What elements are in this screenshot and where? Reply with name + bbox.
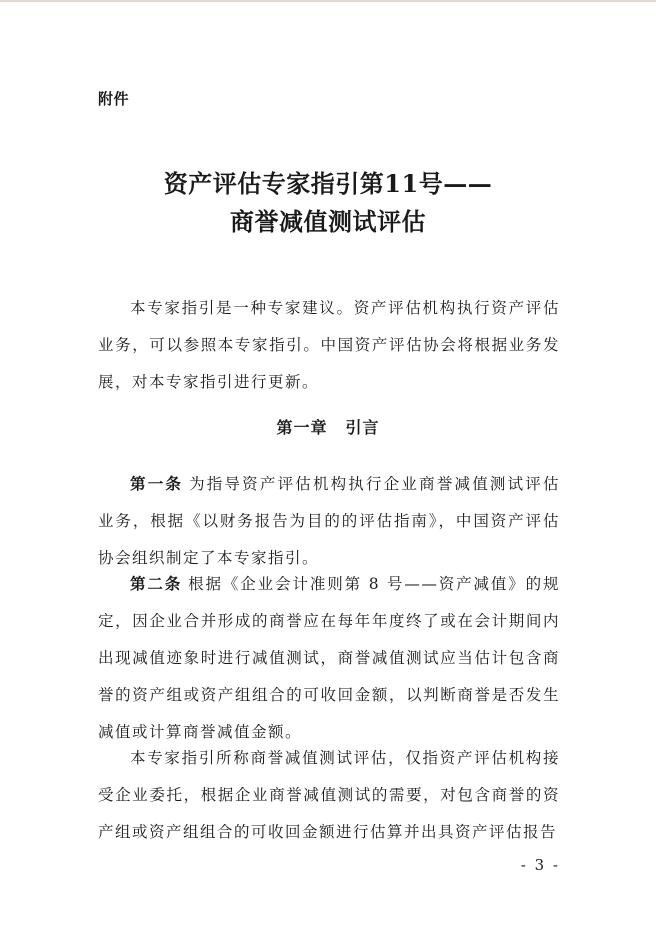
top-border-line xyxy=(0,0,656,2)
chapter-heading xyxy=(0,415,656,438)
chapter-title: 引言 xyxy=(345,418,380,437)
paragraph-3: 本专家指引所称商誉减值测试评估，仅指资产评估机构接受企业委托，根据企业商誉减值测试的需要，对包含商誉的资产组或资产组组合的可收回金额进行估算并出具资产评估报告 xyxy=(98,749,560,841)
article-1-text: 为指导资产评估机构执行企业商誉减值测试评估业务，根据《以财务报告为目的的评估指南》，中国资产评估协会组织制定了本专家指引。 xyxy=(98,475,560,567)
page-number: - 3 - xyxy=(520,856,560,874)
article-1 xyxy=(98,466,560,577)
chapter-label: 第一章 xyxy=(276,418,328,437)
attachment-label: 附件 xyxy=(98,90,130,108)
document-title-line2: 商誉减值测试评估 xyxy=(230,207,426,236)
article-2-label: 第二条 xyxy=(130,575,183,593)
article-1-label: 第一条 xyxy=(130,475,184,493)
document-title-line1: 资产评估专家指引第11号—— xyxy=(163,169,493,198)
article-2-text: 根据《企业会计准则第 8 号——资产减值》的规定，因企业合并形成的商誉应在每年年度终了或在会计期间内出现减值迹象时进行减值测试，商誉减值测试应当估计包含商誉的资产组或资产组组合的可收回金额，以判断商誉是否发生减值或计算商誉减值金额。 xyxy=(98,575,560,741)
article-2 xyxy=(98,566,560,751)
intro-paragraph: 本专家指引是一种专家建议。资产评估机构执行资产评估业务，可以参照本专家指引。中国资产评估协会将根据业务发展，对本专家指引进行更新。 xyxy=(98,299,560,391)
